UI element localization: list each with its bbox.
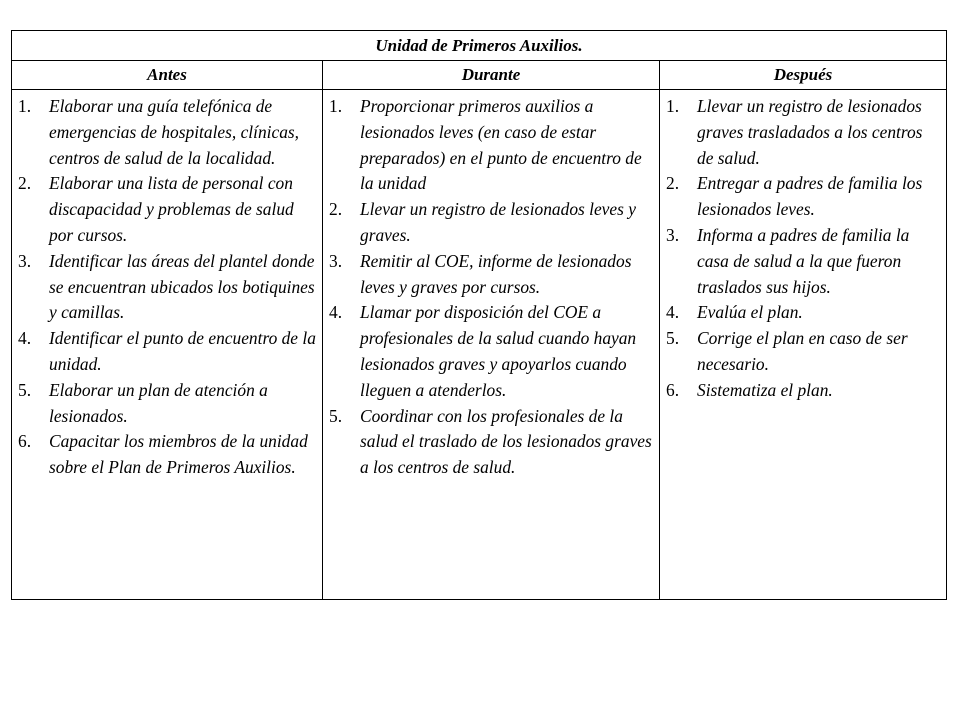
item-number: 2. [18,173,32,194]
despues-cell [660,90,947,600]
item-text: Elaborar una guía telefónica de emergencias de hospitales, clínicas, centros de salud de la localidad. [49,96,300,168]
item-text: Evalúa el plan. [697,302,803,323]
header-row [12,61,947,90]
item-number: 2. [666,173,680,194]
title-row [12,31,947,61]
list-item [18,94,316,171]
list-item [18,429,316,481]
item-text: Informa a padres de familia la casa de salud a la que fueron traslados sus hijos. [697,224,910,297]
item-number: 4. [666,302,680,323]
item-text: Sistematiza el plan. [697,379,833,400]
list-item [18,171,316,248]
item-number: 4. [18,328,32,349]
item-number: 6. [666,379,680,400]
item-number: 1. [666,96,680,116]
durante-cell [323,90,660,600]
item-text: Llamar por disposición del COE a profesionales de la salud cuando hayan lesionados graves y apoyarlos cuando lleguen a atenderlos. [360,302,637,400]
item-number: 4. [329,302,343,323]
item-number: 6. [18,431,32,452]
item-number: 1. [18,96,32,116]
list-item [329,300,653,403]
list-item [18,378,316,430]
list-item [329,249,653,301]
item-text: Remitir al COE, informe de lesionados leves y graves por cursos. [360,250,632,297]
header-despues: Después [660,61,947,90]
header-antes: Antes [12,61,323,90]
table-title: Unidad de Primeros Auxilios. [12,31,947,61]
item-number: 5. [329,405,343,426]
list-item [666,171,940,223]
item-number: 1. [329,96,343,116]
antes-list [12,90,322,481]
list-item [666,326,940,378]
item-text: Identificar las áreas del plantel donde se encuentran ubicados los botiquines y camillas. [49,250,315,323]
item-number: 3. [666,224,680,245]
item-text: Capacitar los miembros de la unidad sobre el Plan de Primeros Auxilios. [49,431,308,478]
list-item [329,94,653,197]
list-item [666,300,940,326]
durante-list [323,90,659,481]
item-number: 3. [18,250,32,271]
content-row [12,90,947,600]
item-text: Elaborar una lista de personal con discapacidad y problemas de salud por cursos. [49,173,294,245]
item-text: Corrige el plan en caso de ser necesario. [697,328,908,374]
item-number: 3. [329,250,343,271]
list-item [18,326,316,378]
list-item [666,223,940,300]
list-item [666,378,940,404]
item-number: 5. [18,379,32,400]
item-text: Proporcionar primeros auxilios a lesionados leves (en caso de estar preparados) en el punto de encuentro de la unidad [360,96,642,194]
despues-list [660,90,946,404]
item-number: 2. [329,199,343,220]
antes-cell [12,90,323,600]
list-item [329,404,653,481]
item-text: Llevar un registro de lesionados leves y graves. [360,199,636,245]
item-text: Elaborar un plan de atención a lesionados. [49,379,268,426]
list-item [18,249,316,326]
item-text: Identificar el punto de encuentro de la unidad. [49,328,316,374]
item-text: Llevar un registro de lesionados graves trasladados a los centros de salud. [697,96,923,168]
item-number: 5. [666,328,680,349]
list-item [666,94,940,171]
header-durante: Durante [323,61,660,90]
list-item [329,197,653,249]
item-text: Coordinar con los profesionales de la salud el traslado de los lesionados graves a los centros de salud. [360,405,652,478]
item-text: Entregar a padres de familia los lesionados leves. [697,173,923,220]
first-aid-table [11,30,947,600]
